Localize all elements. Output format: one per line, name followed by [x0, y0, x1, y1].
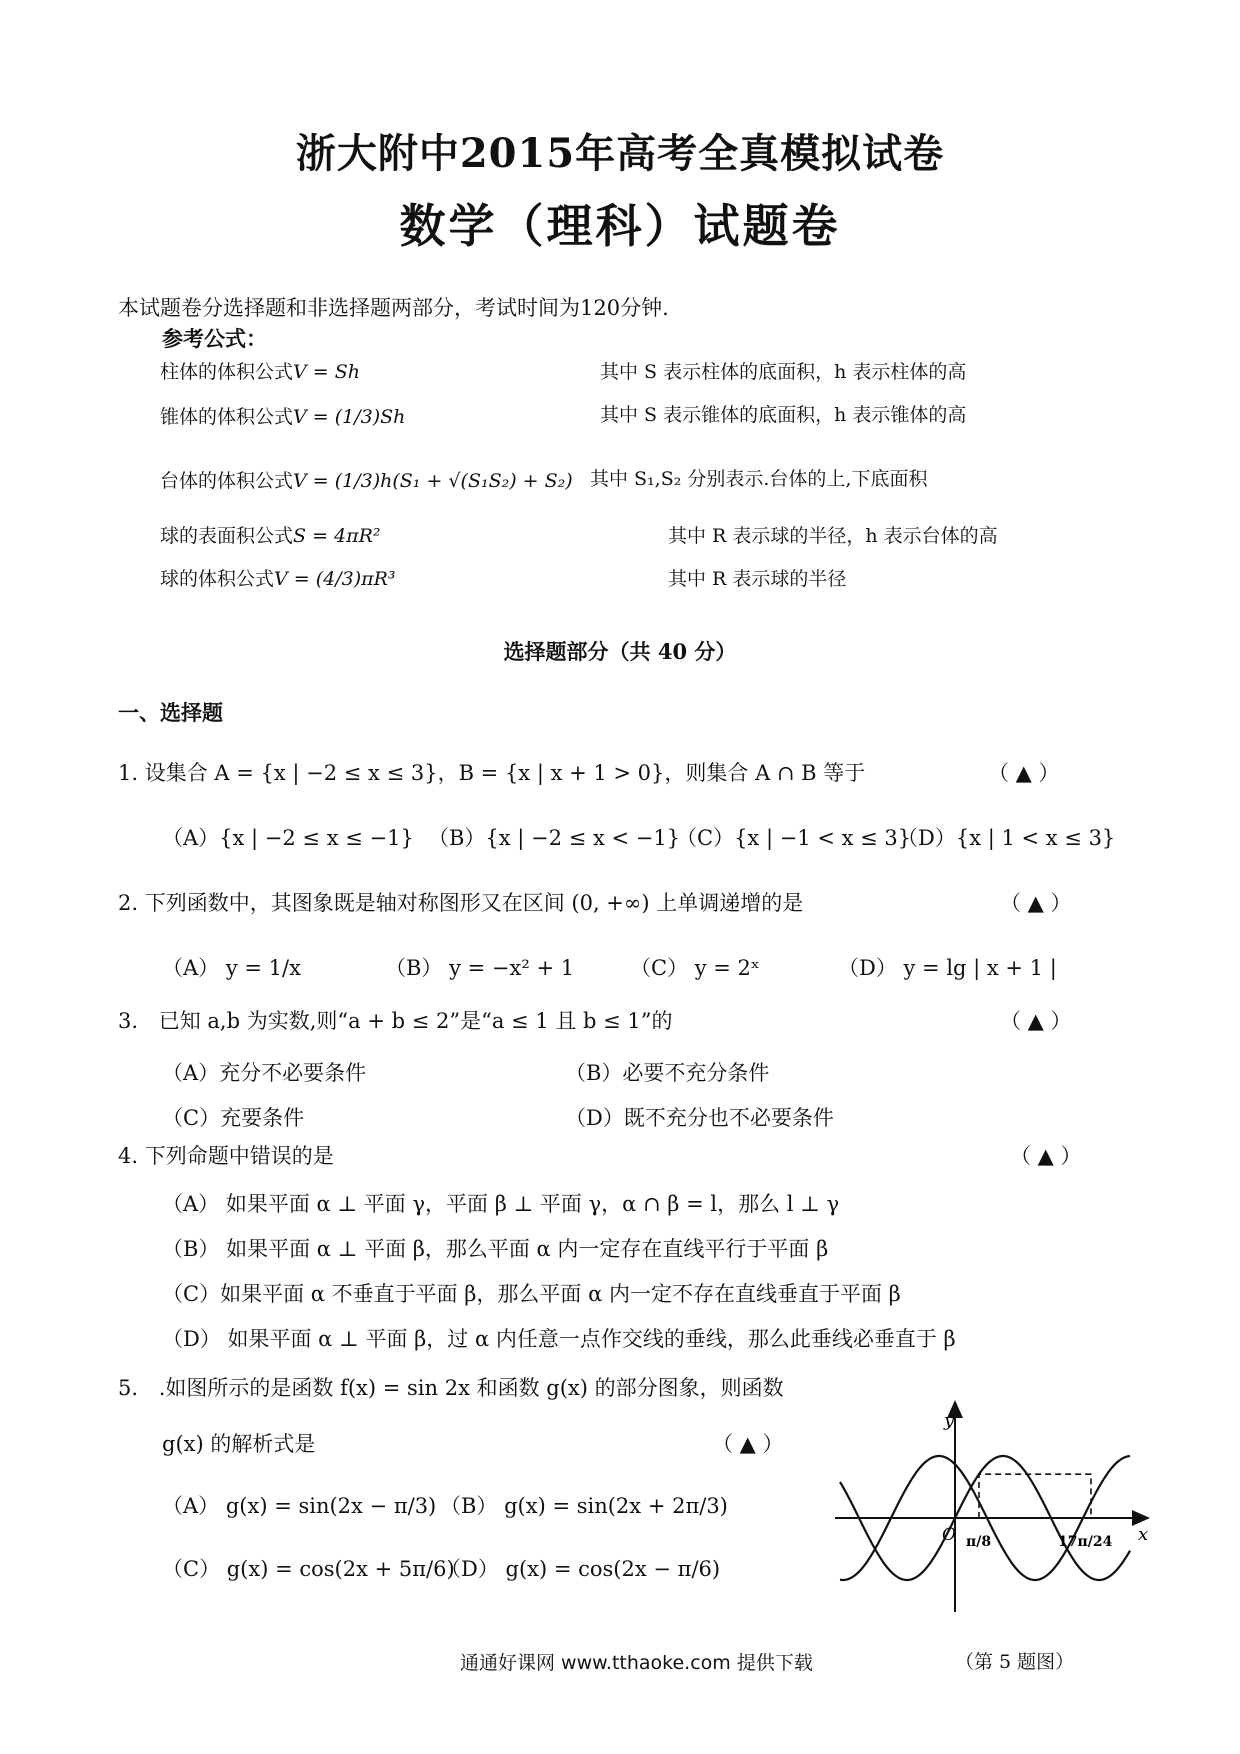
- formula-expr: V = (4/3)πR³: [274, 568, 396, 590]
- option-2a: （A） y = 1/x: [162, 956, 301, 980]
- formula-note-5: 其中 R 表示球的半径: [668, 568, 847, 590]
- question-1: [118, 757, 865, 787]
- exam-subtitle: 数学（理科）试题卷: [399, 199, 841, 253]
- question-stem: .如图所示的是函数 f(x) = sin 2x 和函数 g(x) 的部分图象，则函数: [158, 1376, 784, 1400]
- formula-row-5: [160, 564, 396, 591]
- formula-note-1: 其中 S 表示柱体的底面积，h 表示柱体的高: [600, 361, 967, 383]
- question-stem: 设集合 A = {x | −2 ≤ x ≤ 3}，B = {x | x + 1 > 0}，则集合 A ∩ B 等于: [144, 761, 866, 785]
- formula-row-2: [160, 402, 405, 429]
- answer-mark: （ ▲ ）: [1000, 891, 1072, 915]
- tick-label-1: π/8: [966, 1534, 992, 1550]
- option-3c: （C）充要条件: [162, 1106, 305, 1130]
- option-2d: （D） y = lg | x + 1 |: [838, 956, 1057, 980]
- option-3b: （B）必要不充分条件: [565, 1061, 770, 1085]
- option-5a: （A） g(x) = sin(2x − π/3): [162, 1494, 437, 1518]
- x-axis-label: x: [1138, 1524, 1149, 1545]
- option-5c: （C） g(x) = cos(2x + 5π/6): [162, 1557, 455, 1581]
- formula-note-4: 其中 R 表示球的半径，h 表示台体的高: [668, 525, 998, 547]
- question-stem: 下列函数中，其图象既是轴对称图形又在区间 (0, +∞) 上单调递增的是: [144, 891, 804, 915]
- formula-note-2: 其中 S 表示锥体的底面积，h 表示锥体的高: [600, 404, 967, 426]
- question-number: 3.: [118, 1009, 139, 1033]
- dashed-guide: [979, 1474, 1091, 1518]
- question-number: 2.: [118, 891, 139, 915]
- part-heading: 一、选择题: [118, 700, 223, 725]
- formula-label: 台体的体积公式: [160, 470, 294, 492]
- question-5: [118, 1372, 784, 1402]
- tick-label-2: 17π/24: [1058, 1534, 1113, 1550]
- formula-label: 球的表面积公式: [160, 525, 294, 547]
- formula-row-4: [160, 521, 381, 548]
- answer-mark: （ ▲ ）: [988, 761, 1060, 785]
- answer-mark: （ ▲ ）: [1000, 1009, 1072, 1033]
- option-4b: （B） 如果平面 α ⊥ 平面 β，那么平面 α 内一定存在直线平行于平面 β: [162, 1237, 829, 1261]
- formula-expr: S = 4πR²: [293, 525, 381, 547]
- sine-graph-figure: [830, 1390, 1160, 1620]
- section-title: 选择题部分（共 40 分）: [503, 639, 737, 664]
- exam-title: 浙大附中2015年高考全真模拟试卷: [295, 130, 945, 177]
- question-3: [118, 1005, 673, 1035]
- option-4d: （D） 如果平面 α ⊥ 平面 β，过 α 内任意一点作交线的垂线，那么此垂线必垂直于 β: [162, 1327, 956, 1351]
- question-number: 5.: [118, 1376, 139, 1400]
- formula-expr: V = (1/3)h(S₁ + √(S₁S₂) + S₂): [293, 470, 573, 492]
- option-4c: （C）如果平面 α 不垂直于平面 β，那么平面 α 内一定不存在直线垂直于平面 β: [162, 1282, 901, 1306]
- formulas-heading: 参考公式：: [162, 326, 267, 351]
- origin-label: O: [942, 1525, 956, 1545]
- footer-text: 通通好课网 www.tthaoke.com 提供下载: [460, 1652, 813, 1674]
- question-4: [118, 1140, 334, 1170]
- answer-mark: （ ▲ ）: [712, 1432, 784, 1456]
- question-5-stem2: g(x) 的解析式是: [162, 1432, 316, 1456]
- formula-label: 锥体的体积公式: [160, 406, 294, 428]
- option-4a: （A） 如果平面 α ⊥ 平面 γ，平面 β ⊥ 平面 γ，α ∩ β = l，那么 l ⊥ γ: [162, 1192, 840, 1216]
- intro-text: 本试题卷分选择题和非选择题两部分，考试时间为120分钟.: [118, 296, 669, 320]
- formula-note-3: 其中 S₁,S₂ 分别表示.台体的上,下底面积: [590, 468, 928, 490]
- option-1c: （C）{x | −1 < x ≤ 3}: [676, 826, 912, 850]
- formula-row-3: [160, 466, 573, 493]
- option-1a: （A）{x | −2 ≤ x ≤ −1}: [162, 826, 414, 850]
- formula-label: 球的体积公式: [160, 568, 275, 590]
- option-2c: （C） y = 2ˣ: [630, 956, 760, 980]
- option-3d: （D）既不充分也不必要条件: [565, 1106, 834, 1130]
- y-axis-label: y: [944, 1410, 955, 1431]
- formula-expr: V = (1/3)Sh: [293, 406, 406, 428]
- question-2: [118, 887, 803, 917]
- figure-caption: （第 5 题图）: [955, 1651, 1075, 1673]
- question-stem: 下列命题中错误的是: [144, 1144, 334, 1168]
- answer-mark: （ ▲ ）: [1010, 1144, 1082, 1168]
- formula-label: 柱体的体积公式: [160, 361, 294, 383]
- question-number: 1.: [118, 761, 139, 785]
- option-5b: （B） g(x) = sin(2x + 2π/3): [440, 1494, 728, 1518]
- question-number: 4.: [118, 1144, 139, 1168]
- question-stem: 已知 a,b 为实数,则“a + b ≤ 2”是“a ≤ 1 且 b ≤ 1”的: [158, 1009, 673, 1033]
- option-5d: （D） g(x) = cos(2x − π/6): [440, 1557, 721, 1581]
- option-3a: （A）充分不必要条件: [162, 1061, 367, 1085]
- option-2b: （B） y = −x² + 1: [385, 956, 575, 980]
- option-1b: （B）{x | −2 ≤ x < −1}: [428, 826, 681, 850]
- formula-expr: V = Sh: [293, 361, 360, 383]
- formula-row-1: [160, 357, 360, 384]
- option-1d: （D）{x | 1 < x ≤ 3}: [897, 826, 1116, 850]
